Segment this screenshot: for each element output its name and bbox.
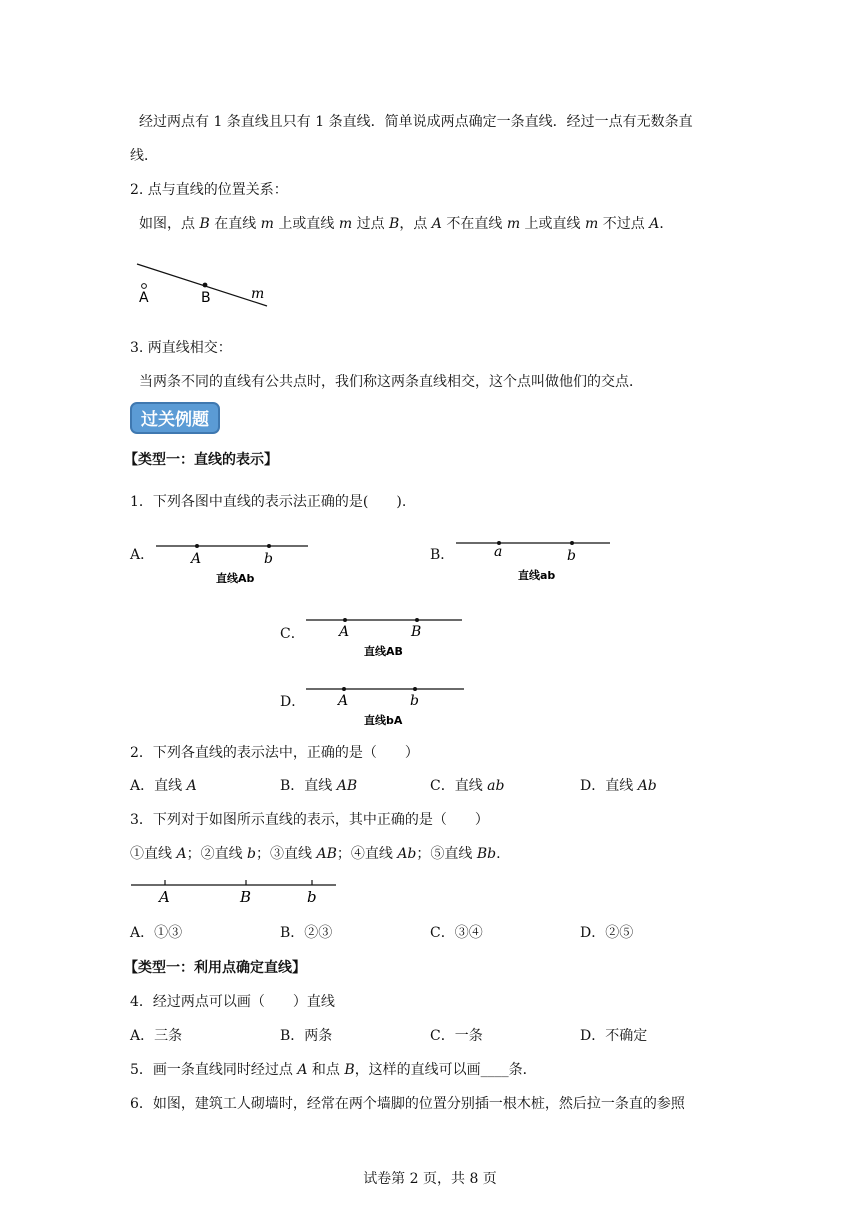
- q4-option-a: A．三条: [130, 1028, 183, 1044]
- label-A: A: [139, 290, 149, 306]
- q1-d-caption: 直线bA: [364, 714, 403, 727]
- q1-b-caption: 直线ab: [518, 569, 556, 582]
- q4-stem: 4．经过两点可以画（ ）直线: [130, 994, 335, 1010]
- q2-option-c: C．直线 ab: [430, 778, 505, 794]
- q3-label-3: b: [307, 888, 317, 906]
- q2-option-a: A．直线 A: [130, 778, 197, 794]
- q3-items: ①直线 A；②直线 b；③直线 AB；④直线 Ab；⑤直线 Bb.: [130, 846, 501, 862]
- q3-label-2: B: [240, 888, 252, 906]
- point-A-dot: [142, 284, 147, 289]
- type-2-heading: 【类型一：利用点确定直线】: [124, 960, 306, 976]
- section-3-text: 当两条不同的直线有公共点时，我们称这两条直线相交，这个点叫做他们的交点．: [139, 374, 643, 390]
- q1-figure-a: [152, 538, 312, 588]
- point-B-dot: [203, 283, 208, 288]
- q3-option-b: B．②③: [280, 925, 333, 941]
- type-1-heading: 【类型一：直线的表示】: [124, 452, 278, 468]
- q1-option-b-label: B．: [430, 547, 455, 563]
- q4-option-b: B．两条: [280, 1028, 333, 1044]
- q6-stem: 6．如图，建筑工人砌墙时，经常在两个墙脚的位置分别插一根木桩，然后拉一条直的参照: [130, 1096, 685, 1112]
- label-B: B: [201, 290, 211, 306]
- q1-a-label-1: A: [191, 551, 202, 567]
- q1-b-point-2: [570, 541, 574, 545]
- q3-option-c: C．③④: [430, 925, 483, 941]
- q1-a-caption: 直线Ab: [216, 572, 255, 585]
- q1-b-label-2: b: [567, 548, 576, 564]
- q1-c-label-1: A: [339, 624, 350, 640]
- q2-option-b: B．直线 AB: [280, 778, 358, 794]
- q2-stem: 2．下列各直线的表示法中，正确的是（ ）: [130, 745, 419, 761]
- q1-a-point-1: [195, 544, 199, 548]
- page-footer: 试卷第 2 页，共 8 页: [363, 1171, 497, 1187]
- q4-option-c: C．一条: [430, 1028, 483, 1044]
- q3-stem: 3．下列对于如图所示直线的表示，其中正确的是（ ）: [130, 812, 489, 828]
- label-m: m: [251, 286, 265, 302]
- section-2-text: 如图，点 B 在直线 m 上或直线 m 过点 B，点 A 不在直线 m 上或直线 m 不过点 A．: [139, 216, 674, 232]
- section-2-title: 2. 点与直线的位置关系：: [130, 182, 288, 198]
- q1-d-point-1: [342, 687, 346, 691]
- q1-d-label-2: b: [410, 693, 419, 709]
- q3-label-1: A: [159, 888, 170, 906]
- q1-c-point-2: [415, 618, 419, 622]
- intro-line-1: 经过两点有 1 条直线且只有 1 条直线．简单说成两点确定一条直线．经过一点有无数条直: [139, 114, 693, 130]
- examples-badge: 过关例题: [130, 402, 220, 434]
- q1-option-d-label: D．: [280, 694, 306, 710]
- q1-c-caption: 直线AB: [364, 645, 403, 658]
- q1-d-point-2: [413, 687, 417, 691]
- q1-c-label-2: B: [411, 624, 422, 640]
- q1-a-label-2: b: [264, 551, 273, 567]
- q4-option-d: D．不确定: [580, 1028, 648, 1044]
- intro-line-2: 线．: [130, 148, 158, 164]
- q1-figure-b: [452, 536, 614, 586]
- q1-b-label-1: a: [494, 544, 503, 560]
- q1-a-point-2: [267, 544, 271, 548]
- q1-option-c-label: C．: [280, 626, 305, 642]
- q3-option-d: D．②⑤: [580, 925, 634, 941]
- q1-stem: 1．下列各图中直线的表示法正确的是( ).: [130, 494, 407, 510]
- q1-option-a-label: A．: [130, 547, 155, 563]
- q1-figure-c: [302, 612, 467, 662]
- q3-option-a: A．①③: [130, 925, 183, 941]
- q2-option-d: D．直线 Ab: [580, 778, 657, 794]
- q3-figure: [128, 876, 340, 908]
- q1-d-label-1: A: [338, 693, 349, 709]
- section-3-title: 3. 两直线相交：: [130, 340, 232, 356]
- q1-c-point-1: [343, 618, 347, 622]
- q1-figure-d: [302, 681, 467, 731]
- point-line-figure: [132, 258, 277, 310]
- q5-stem: 5．画一条直线同时经过点 A 和点 B，这样的直线可以画____条．: [130, 1062, 537, 1078]
